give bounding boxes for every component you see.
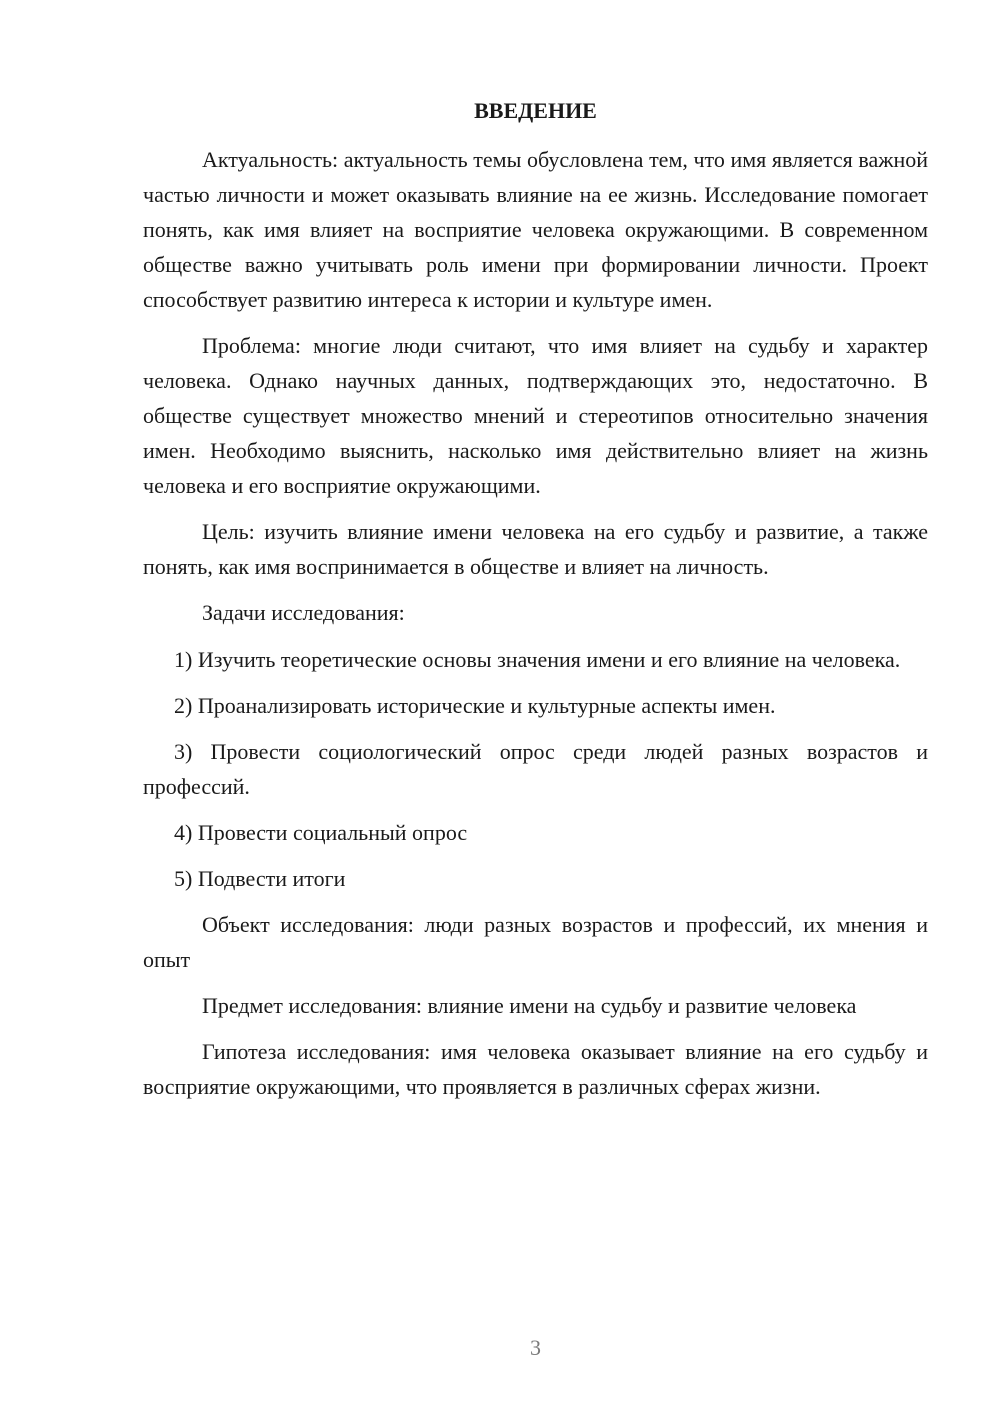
task-item: 3) Провести социологический опрос среди людей разных возрастов и профессий. bbox=[143, 739, 928, 799]
hypothesis-paragraph: Гипотеза исследования: имя человека оказывает влияние на его судьбу и восприятие окружающими, что проявляется в различных сферах жизни. bbox=[143, 1039, 928, 1099]
task-item: 2) Проанализировать исторические и культурные аспекты имен. bbox=[174, 693, 776, 718]
document-page bbox=[143, 0, 928, 1414]
task-item: 5) Подвести итоги bbox=[174, 866, 346, 891]
task-item: 1) Изучить теоретические основы значения имени и его влияние на человека. bbox=[174, 647, 901, 672]
tasks-heading: Задачи исследования: bbox=[202, 600, 405, 625]
page-title: ВВЕДЕНИЕ bbox=[474, 98, 597, 123]
subject-paragraph: Предмет исследования: влияние имени на судьбу и развитие человека bbox=[202, 993, 857, 1018]
relevance-paragraph: Актуальность: актуальность темы обусловлена тем, что имя является важной частью личности и может оказывать влияние на ее жизнь. Исследование помогает понять, как имя влияет на восприятие человека окружающими. В современном обществе важно учитывать роль имени при формировании личности. Проект способствует развитию интереса к истории и культуре имен. bbox=[143, 147, 928, 312]
page-content bbox=[143, 142, 928, 1115]
object-paragraph: Объект исследования: люди разных возрастов и профессий, их мнения и опыт bbox=[143, 912, 928, 972]
goal-paragraph: Цель: изучить влияние имени человека на его судьбу и развитие, а также понять, как имя воспринимается в обществе и влияет на личность. bbox=[143, 519, 928, 579]
problem-paragraph: Проблема: многие люди считают, что имя влияет на судьбу и характер человека. Однако научных данных, подтверждающих это, недостаточно. В обществе существует множество мнений и стереотипов относительно значения имен. Необходимо выяснить, насколько имя действительно влияет на жизнь человека и его восприятие окружающими. bbox=[143, 333, 928, 498]
task-item: 4) Провести социальный опрос bbox=[174, 820, 468, 845]
page-number: 3 bbox=[530, 1335, 541, 1360]
